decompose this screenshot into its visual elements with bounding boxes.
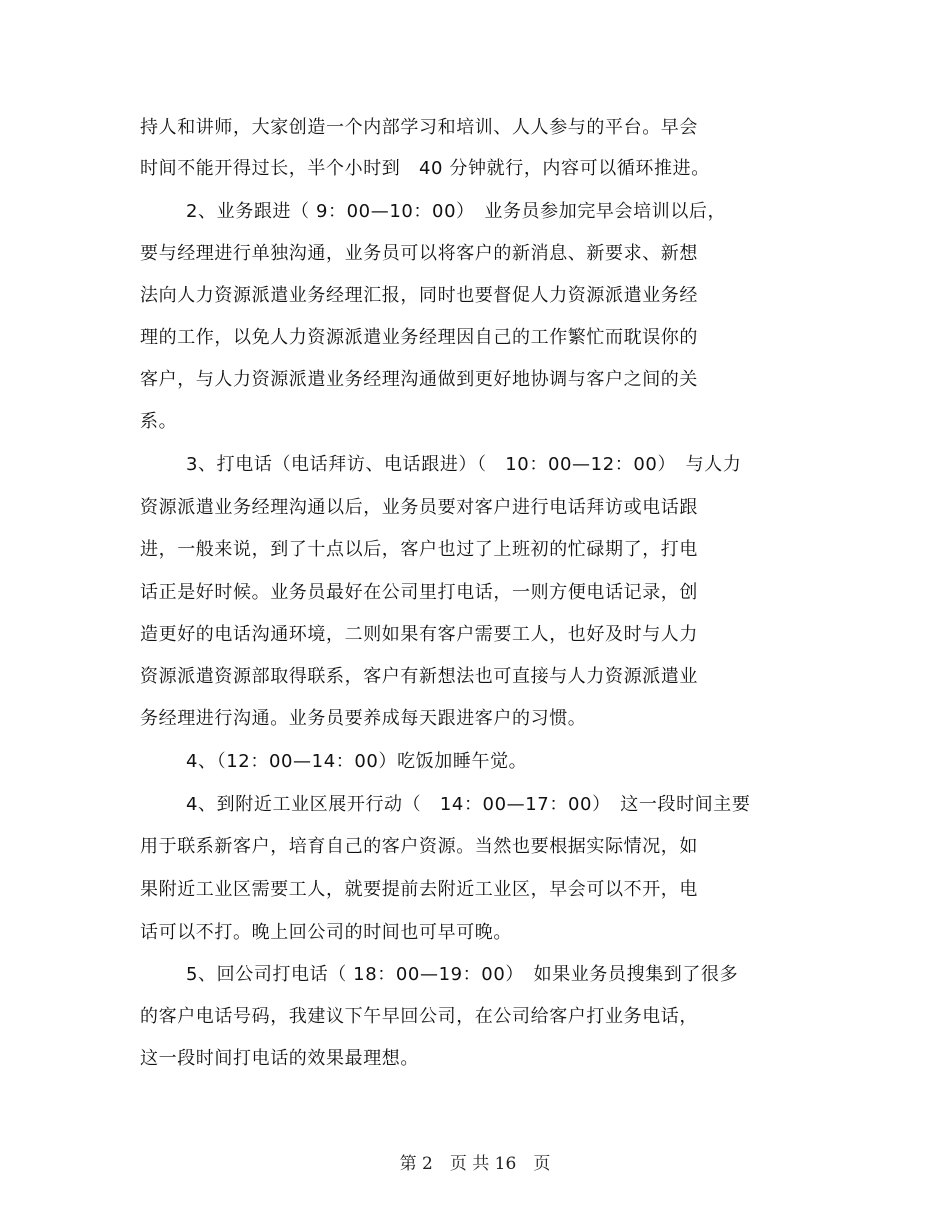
text-line: 系。 xyxy=(140,411,178,432)
text-line: 资源派遣资源部取得联系，客户有新想法也可直接与人力资源派遣业 xyxy=(140,666,698,687)
text-line: 造更好的电话沟通环境，二则如果有客户需要工人，也好及时与人力 xyxy=(140,624,698,645)
text-line: 法向人力资源派遣业务经理汇报，同时也要督促人力资源派遣业务经 xyxy=(140,285,698,306)
text-line: 务经理进行沟通。业务员要养成每天跟进客户的习惯。 xyxy=(140,708,587,729)
text-line: 果附近工业区需要工人，就要提前去附近工业区，早会可以不开，电 xyxy=(140,879,698,900)
text-line: 客户，与人力资源派遣业务经理沟通做到更好地协调与客户之间的关 xyxy=(140,369,698,390)
text-line: 理的工作，以免人力资源派遣业务经理因自己的工作繁忙而耽误你的 xyxy=(140,327,698,348)
text-line: 2、业务跟进（ 9：00—10：00） 业务员参加完早会培训以后， xyxy=(186,201,727,222)
page-number-footer: 第 2 页 共 16 页 xyxy=(399,1154,551,1174)
text-line: 时间不能开得过长，半个小时到 40 分钟就行，内容可以循环推进。 xyxy=(140,158,710,179)
text-line: 持人和讲师，大家创造一个内部学习和培训、人人参与的平台。早会 xyxy=(140,117,698,138)
text-line: 的客户电话号码，我建议下午早回公司，在公司给客户打业务电话， xyxy=(140,1006,698,1027)
text-line: 5、回公司打电话（ 18：00—19：00） 如果业务员搜集到了很多 xyxy=(186,964,739,985)
text-line: 3、打电话（电话拜访、电话跟进）（ 10：00—12：00） 与人力 xyxy=(186,454,742,475)
text-line: 用于联系新客户，培育自己的客户资源。当然也要根据实际情况，如 xyxy=(140,836,698,857)
text-line: 4、到附近工业区展开行动（ 14：00—17：00） 这一段时间主要 xyxy=(186,794,751,815)
text-line: 进，一般来说，到了十点以后，客户也过了上班初的忙碌期了，打电 xyxy=(140,539,698,560)
text-line: 要与经理进行单独沟通，业务员可以将客户的新消息、新要求、新想 xyxy=(140,243,698,264)
text-line: 这一段时间打电话的效果最理想。 xyxy=(140,1048,419,1069)
text-line: 4、（12：00—14：00）吃饭加睡午觉。 xyxy=(186,751,528,772)
text-line: 话可以不打。晚上回公司的时间也可早可晚。 xyxy=(140,922,512,943)
text-line: 资源派遣业务经理沟通以后，业务员要对客户进行电话拜访或电话跟 xyxy=(140,497,698,518)
text-line: 话正是好时候。业务员最好在公司里打电话，一则方便电话记录，创 xyxy=(140,582,698,603)
